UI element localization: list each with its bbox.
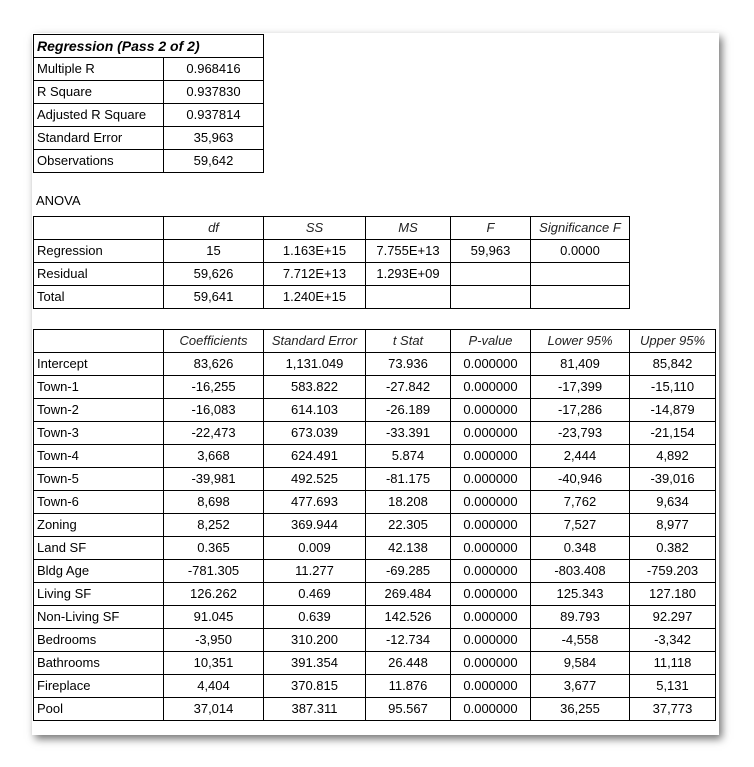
summary-row [34,127,264,150]
coefficient-cell: -16,083 [164,399,264,422]
summary-value: 35,963 [164,127,264,150]
upper-95-cell: -759.203 [630,560,716,583]
lower-95-cell: -40,946 [531,468,630,491]
summary-row [34,58,264,81]
t-stat-cell: 5.874 [366,445,451,468]
t-stat-cell: -12.734 [366,629,451,652]
coefficient-cell: 8,252 [164,514,264,537]
upper-95-cell: -39,016 [630,468,716,491]
upper-95-cell: 8,977 [630,514,716,537]
upper-95-cell: 85,842 [630,353,716,376]
anova-row-label: Regression [34,240,164,263]
header-t-stat: t Stat [366,330,451,353]
upper-95-cell: 37,773 [630,698,716,721]
anova-ms: 7.755E+13 [366,240,451,263]
t-stat-cell: -27.842 [366,376,451,399]
variable-label: Town-1 [34,376,164,399]
t-stat-cell: 18.208 [366,491,451,514]
summary-value: 0.968416 [164,58,264,81]
p-value-cell: 0.000000 [451,537,531,560]
p-value-cell: 0.000000 [451,514,531,537]
coefficient-row [34,698,716,721]
coefficient-cell: 10,351 [164,652,264,675]
upper-95-cell: -3,342 [630,629,716,652]
header-upper-95: Upper 95% [630,330,716,353]
anova-corner-cell [34,217,164,240]
coefficient-cell: 83,626 [164,353,264,376]
upper-95-cell: 0.382 [630,537,716,560]
anova-f [451,263,531,286]
p-value-cell: 0.000000 [451,422,531,445]
t-stat-cell: 73.936 [366,353,451,376]
coefficient-cell: 4,404 [164,675,264,698]
p-value-cell: 0.000000 [451,399,531,422]
summary-label: Adjusted R Square [34,104,164,127]
p-value-cell: 0.000000 [451,606,531,629]
coefficient-row [34,514,716,537]
t-stat-cell: -81.175 [366,468,451,491]
coefficient-cell: -16,255 [164,376,264,399]
lower-95-cell: -17,399 [531,376,630,399]
lower-95-cell: 9,584 [531,652,630,675]
coefficient-row [34,652,716,675]
upper-95-cell: 5,131 [630,675,716,698]
anova-df: 59,626 [164,263,264,286]
coefficient-row [34,445,716,468]
coefficient-row [34,376,716,399]
standard-error-cell: 387.311 [264,698,366,721]
t-stat-cell: 26.448 [366,652,451,675]
standard-error-cell: 477.693 [264,491,366,514]
anova-header-f: F [451,217,531,240]
lower-95-cell: 3,677 [531,675,630,698]
upper-95-cell: 9,634 [630,491,716,514]
summary-label: Standard Error [34,127,164,150]
p-value-cell: 0.000000 [451,675,531,698]
t-stat-cell: 142.526 [366,606,451,629]
variable-label: Bathrooms [34,652,164,675]
coefficient-cell: -22,473 [164,422,264,445]
lower-95-cell: 89.793 [531,606,630,629]
t-stat-cell: -69.285 [366,560,451,583]
upper-95-cell: -21,154 [630,422,716,445]
lower-95-cell: 7,762 [531,491,630,514]
anova-df: 59,641 [164,286,264,309]
standard-error-cell: 0.639 [264,606,366,629]
summary-value: 59,642 [164,150,264,173]
coefficient-row [34,353,716,376]
standard-error-cell: 11.277 [264,560,366,583]
regression-output-sheet [32,33,719,735]
header-coefficients: Coefficients [164,330,264,353]
variable-label: Town-4 [34,445,164,468]
variable-label: Town-6 [34,491,164,514]
p-value-cell: 0.000000 [451,376,531,399]
regression-summary-table [33,34,264,173]
anova-sig [531,286,630,309]
anova-sig: 0.0000 [531,240,630,263]
coefficients-header-row [34,330,716,353]
upper-95-cell: 4,892 [630,445,716,468]
anova-row [34,263,630,286]
standard-error-cell: 0.009 [264,537,366,560]
summary-row [34,150,264,173]
coefficient-row [34,675,716,698]
upper-95-cell: 11,118 [630,652,716,675]
anova-row-label: Residual [34,263,164,286]
anova-header-sig: Significance F [531,217,630,240]
anova-row [34,240,630,263]
lower-95-cell: 0.348 [531,537,630,560]
anova-row [34,286,630,309]
t-stat-cell: 11.876 [366,675,451,698]
anova-ms [366,286,451,309]
lower-95-cell: -803.408 [531,560,630,583]
anova-table [33,216,630,309]
summary-row [34,81,264,104]
t-stat-cell: -33.391 [366,422,451,445]
coefficient-row [34,399,716,422]
variable-label: Town-5 [34,468,164,491]
upper-95-cell: -15,110 [630,376,716,399]
coefficient-row [34,468,716,491]
anova-row-label: Total [34,286,164,309]
variable-label: Land SF [34,537,164,560]
t-stat-cell: 42.138 [366,537,451,560]
upper-95-cell: -14,879 [630,399,716,422]
anova-header-df: df [164,217,264,240]
coefficient-cell: 37,014 [164,698,264,721]
p-value-cell: 0.000000 [451,583,531,606]
standard-error-cell: 492.525 [264,468,366,491]
anova-ss: 1.240E+15 [264,286,366,309]
coefficient-cell: 8,698 [164,491,264,514]
coefficients-table [33,329,716,721]
p-value-cell: 0.000000 [451,491,531,514]
summary-label: Observations [34,150,164,173]
p-value-cell: 0.000000 [451,468,531,491]
variable-label: Intercept [34,353,164,376]
t-stat-cell: 95.567 [366,698,451,721]
standard-error-cell: 624.491 [264,445,366,468]
variable-label: Zoning [34,514,164,537]
t-stat-cell: 269.484 [366,583,451,606]
summary-title-row [34,35,264,58]
variable-label: Fireplace [34,675,164,698]
coefficient-cell: 126.262 [164,583,264,606]
standard-error-cell: 0.469 [264,583,366,606]
p-value-cell: 0.000000 [451,560,531,583]
anova-label: ANOVA [36,193,81,208]
standard-error-cell: 310.200 [264,629,366,652]
coefficient-cell: -39,981 [164,468,264,491]
standard-error-cell: 391.354 [264,652,366,675]
summary-title: Regression (Pass 2 of 2) [34,35,264,58]
coefficient-row [34,422,716,445]
coefficient-cell: -781.305 [164,560,264,583]
coefficient-cell: 91.045 [164,606,264,629]
lower-95-cell: 81,409 [531,353,630,376]
coefficient-row [34,583,716,606]
lower-95-cell: -4,558 [531,629,630,652]
summary-label: R Square [34,81,164,104]
variable-label: Pool [34,698,164,721]
lower-95-cell: -17,286 [531,399,630,422]
p-value-cell: 0.000000 [451,652,531,675]
standard-error-cell: 1,131.049 [264,353,366,376]
anova-ms: 1.293E+09 [366,263,451,286]
coefficient-row [34,491,716,514]
anova-header-ss: SS [264,217,366,240]
lower-95-cell: 125.343 [531,583,630,606]
coefficient-row [34,537,716,560]
variable-label: Bldg Age [34,560,164,583]
summary-row [34,104,264,127]
variable-label: Town-2 [34,399,164,422]
upper-95-cell: 92.297 [630,606,716,629]
coefficient-row [34,629,716,652]
p-value-cell: 0.000000 [451,353,531,376]
anova-header-ms: MS [366,217,451,240]
anova-f [451,286,531,309]
variable-label: Town-3 [34,422,164,445]
lower-95-cell: -23,793 [531,422,630,445]
anova-ss: 1.163E+15 [264,240,366,263]
standard-error-cell: 583.822 [264,376,366,399]
p-value-cell: 0.000000 [451,629,531,652]
coefficient-row [34,606,716,629]
p-value-cell: 0.000000 [451,445,531,468]
t-stat-cell: 22.305 [366,514,451,537]
standard-error-cell: 673.039 [264,422,366,445]
coefficient-cell: 0.365 [164,537,264,560]
anova-sig [531,263,630,286]
lower-95-cell: 7,527 [531,514,630,537]
header-standard-error: Standard Error [264,330,366,353]
upper-95-cell: 127.180 [630,583,716,606]
variable-label: Non-Living SF [34,606,164,629]
t-stat-cell: -26.189 [366,399,451,422]
standard-error-cell: 614.103 [264,399,366,422]
anova-ss: 7.712E+13 [264,263,366,286]
standard-error-cell: 369.944 [264,514,366,537]
anova-df: 15 [164,240,264,263]
header-p-value: P-value [451,330,531,353]
anova-f: 59,963 [451,240,531,263]
summary-value: 0.937814 [164,104,264,127]
summary-label: Multiple R [34,58,164,81]
coefficient-cell: 3,668 [164,445,264,468]
coefficient-cell: -3,950 [164,629,264,652]
header-lower-95: Lower 95% [531,330,630,353]
lower-95-cell: 2,444 [531,445,630,468]
summary-value: 0.937830 [164,81,264,104]
variable-label: Bedrooms [34,629,164,652]
variable-label: Living SF [34,583,164,606]
coefficients-corner-cell [34,330,164,353]
lower-95-cell: 36,255 [531,698,630,721]
coefficient-row [34,560,716,583]
anova-header-row [34,217,630,240]
standard-error-cell: 370.815 [264,675,366,698]
p-value-cell: 0.000000 [451,698,531,721]
